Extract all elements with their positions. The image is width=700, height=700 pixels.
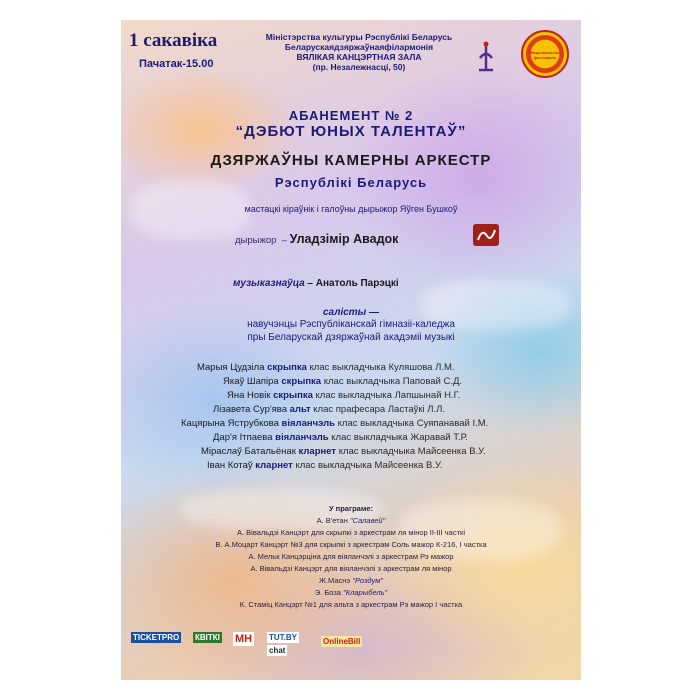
- start-time: Пачатак-15.00: [139, 58, 214, 70]
- soloist-teacher: клас выкладчыка Майсеенка В.У.: [295, 460, 443, 471]
- soloist-name: Якаў Шапіра: [223, 376, 279, 387]
- soloist-name: Міраслаў Батальёнак: [201, 446, 296, 457]
- orchestra-title: ДЗЯРЖАЎНЫ КАМЕРНЫ АРКЕСТР: [210, 152, 492, 169]
- soloist-name: Кацярына Яструбкова: [181, 418, 279, 429]
- soloist-teacher: клас выкладчыка Суяпанавай І.М.: [337, 418, 489, 429]
- soloist-row: [181, 418, 488, 429]
- soloist-row: [207, 460, 442, 471]
- philharmonic-logo-icon: [476, 40, 496, 74]
- soloist-name: Іван Котаў: [207, 460, 253, 471]
- program-work: Канцэрт №1 для альта з аркестрам Рэ мажор І частка: [274, 600, 463, 609]
- sponsor-logo: TICKETPRO: [133, 633, 180, 642]
- program-composer: А. В'етан: [316, 516, 348, 525]
- conductor-line: [235, 232, 398, 246]
- conductor-name: Уладзімір Авадок: [289, 232, 399, 246]
- soloist-teacher: клас выкладчыка Лапшынай Н.Г.: [315, 390, 461, 401]
- program-item: [121, 564, 581, 573]
- program-item: [121, 528, 581, 537]
- program-heading: У праграме:: [328, 504, 374, 513]
- soloist-instrument: віяланчэль: [281, 418, 336, 429]
- soloist-row: [213, 404, 445, 415]
- program-item: [121, 516, 581, 525]
- soloist-instrument: скрыпка: [267, 362, 307, 373]
- program-composer: К. Стаміц: [239, 600, 273, 609]
- soloist-teacher: клас прафесара Ластаўкі Л.Л.: [313, 404, 446, 415]
- sponsor-logo: КВІТКІ: [195, 633, 220, 642]
- program-composer: А. Вівальдзі: [237, 528, 279, 537]
- musicologist-line: [233, 278, 399, 289]
- concert-date: 1 сакавіка: [129, 30, 218, 51]
- program-composer: А. Вівальдзі: [250, 564, 293, 573]
- soloist-row: [213, 432, 468, 443]
- soloist-instrument: кларнет: [255, 460, 293, 471]
- soloist-instrument: скрыпка: [281, 376, 322, 387]
- academy-line: пры Беларускай дзяржаўнай акадэміі музыкі: [247, 332, 455, 343]
- concert-poster: [121, 20, 581, 680]
- soloist-teacher: клас выкладчыка Паповай С.Д.: [323, 376, 463, 387]
- soloist-row: [223, 376, 462, 387]
- soloist-instrument: скрыпка: [273, 390, 313, 401]
- org-line: Міністэрства культуры Рэспублікі Беларусь: [265, 32, 453, 42]
- soloist-name: Лізавета Сур'ява: [213, 404, 288, 415]
- sponsor-logo: OnlineBill: [323, 637, 361, 646]
- program-work: "Кларыбель": [343, 588, 388, 597]
- soloist-instrument: альт: [289, 404, 311, 415]
- musicologist-name: Анатоль Парэцкі: [315, 278, 399, 289]
- subscription-title: АБАНЕМЕНТ № 2: [288, 108, 414, 123]
- musicologist-label: музыказнаўца: [233, 278, 305, 289]
- sponsor-logo: chat: [269, 646, 286, 655]
- program-work: Канцэрт №3 для скрыпкі з аркестрам Соль мажор К-216, І частка: [260, 540, 487, 549]
- soloist-teacher: клас выкладчыка Жаравай Т.Р.: [331, 432, 468, 443]
- program-work: Канцэрт для скрыпкі з аркестрам ля мінор ІІ-ІІІ часткі: [280, 528, 465, 537]
- soloist-row: [197, 362, 455, 373]
- sponsor-logo: МН: [235, 633, 253, 645]
- festival-emblem-text: Нацыянальны фестываль: [530, 50, 560, 60]
- program-item: [121, 576, 581, 585]
- soloist-teacher: клас выкладчыка Майсеенка В.У.: [338, 446, 486, 457]
- soloist-name: Марыя Цудзіла: [197, 362, 265, 373]
- soloist-instrument: віяланчэль: [275, 432, 329, 443]
- program-item: [121, 552, 581, 561]
- org-line: ВЯЛІКАЯ КАНЦЭРТНАЯ ЗАЛА: [296, 52, 422, 62]
- program-item: [121, 600, 581, 609]
- soloist-instrument: кларнет: [298, 446, 337, 457]
- art-director-line: мастацкі кіраўнік і галоўны дырыжор Яўген Бушкоў: [244, 204, 458, 214]
- program-composer: Ж.Маснэ: [318, 576, 351, 585]
- soloist-row: [201, 446, 486, 457]
- soloist-teacher: клас выкладчыка Куляшова Л.М.: [309, 362, 455, 373]
- program-composer: А. Мельк: [248, 552, 280, 561]
- org-line: Беларускаядзяржаўнаяфілармонія: [284, 42, 434, 52]
- musicologist-dash: –: [307, 278, 313, 289]
- program-work: Канцэрціна для віяланчэлі з аркестрам Рэ мажор: [281, 552, 454, 561]
- soloists-label: салісты —: [322, 307, 379, 318]
- gymnasium-line: навучэнцы Рэспубліканскай гімназіі-каледжа: [247, 319, 455, 330]
- conductor-emblem-icon: [473, 224, 499, 246]
- soloist-row: [227, 390, 460, 401]
- sponsor-logo: TUT.BY: [269, 633, 297, 642]
- conductor-label: дырыжор: [235, 235, 277, 246]
- conductor-dash: –: [281, 235, 287, 246]
- program-item: [121, 588, 581, 597]
- program-work: "Роздум": [352, 576, 383, 585]
- program-work: "Салавей": [349, 516, 386, 525]
- organizer-block: [249, 32, 469, 72]
- soloist-name: Яна Новік: [227, 390, 271, 401]
- soloist-name: Дар'я Ітпаева: [213, 432, 273, 443]
- debut-title: “ДЭБЮТ ЮНЫХ ТАЛЕНТАЎ”: [235, 123, 467, 140]
- festival-emblem-icon: [521, 30, 569, 78]
- program-work: Канцэрт для віяланчэлі з аркестрам ля мінор: [294, 564, 452, 573]
- program-composer: В. А.Моцарт: [215, 540, 259, 549]
- republic-title: Рэспублікі Беларусь: [274, 175, 428, 190]
- org-line: (пр. Незалежнасці, 50): [312, 62, 406, 72]
- program-composer: Э. Боза: [314, 588, 341, 597]
- program-item: [121, 540, 581, 549]
